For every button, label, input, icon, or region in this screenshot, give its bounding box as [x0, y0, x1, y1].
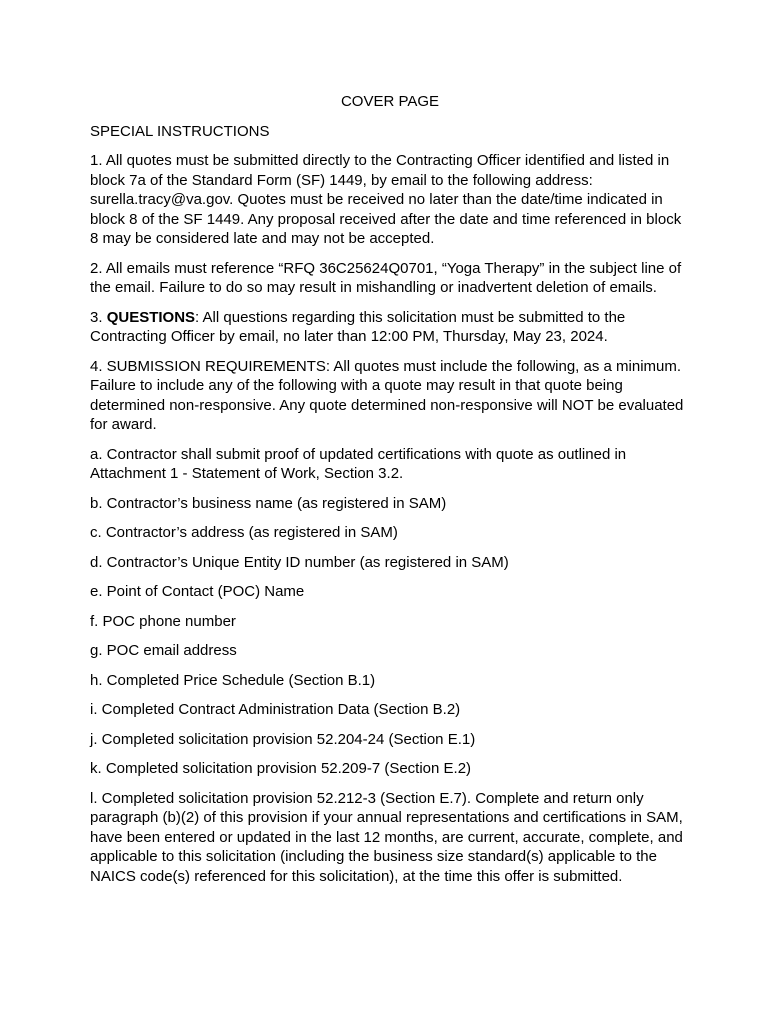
requirement-item-k: k. Completed solicitation provision 52.209-7 (Section E.2)	[90, 760, 472, 777]
requirement-item-h: h. Completed Price Schedule (Section B.1)	[90, 671, 376, 689]
instruction-paragraph-1: 1. All quotes must be submitted directly to the Contracting Officer identified and listed in block 7a of the Standard Form (SF) 1449, by email to the following address: surella.tracy@va.gov. Quotes must be received no later than the date/time indicated in block 8 of the SF 1449. Any proposal received after the date and time referenced in block 8 may be considered late and may not be accepted.	[90, 152, 682, 247]
instruction-paragraph-3	[90, 308, 690, 347]
requirement-item-l: l. Completed solicitation provision 52.212-3 (Section E.7). Complete and return only paragraph (b)(2) of this provision if your annual representations and certifications in SAM, have been entered or updated in the last 12 months, are current, accurate, complete, and applicable to this solicitation (including the business size standard(s) applicable to the NAICS code(s) referenced for this solicitation), at the time this offer is submitted.	[90, 789, 683, 885]
document-page	[90, 92, 690, 896]
requirement-item-j: j. Completed solicitation provision 52.204-24 (Section E.1)	[90, 730, 476, 748]
requirement-item-f: f. POC phone number	[90, 612, 236, 630]
requirement-item-d: d. Contractor’s Unique Entity ID number (as registered in SAM)	[90, 553, 509, 571]
requirement-item-e: e. Point of Contact (POC) Name	[90, 583, 305, 600]
requirement-item-c: c. Contractor’s address (as registered in SAM)	[90, 524, 398, 541]
requirement-item-b: b. Contractor’s business name (as registered in SAM)	[90, 494, 447, 512]
requirement-item-i: i. Completed Contract Administration Data (Section B.2)	[90, 701, 461, 718]
instruction-paragraph-2: 2. All emails must reference “RFQ 36C25624Q0701, “Yoga Therapy” in the subject line of the email. Failure to do so may result in mishandling or inadvertent deletion of emails.	[90, 259, 682, 296]
paragraph-prefix: 3.	[90, 308, 107, 326]
requirement-item-g: g. POC email address	[90, 642, 237, 659]
section-heading: SPECIAL INSTRUCTIONS	[90, 122, 270, 140]
page-title: COVER PAGE	[340, 93, 440, 110]
requirement-item-a: a. Contractor shall submit proof of updated certifications with quote as outlined in Attachment 1 - Statement of Work, Section 3.2.	[90, 445, 627, 482]
questions-label: QUESTIONS	[106, 308, 196, 326]
paragraph-body: : All questions regarding this solicitation must be submitted to the Contracting Officer by email, no later than 12:00 PM, Thursday, May 23, 2024.	[90, 308, 626, 345]
instruction-paragraph-4: 4. SUBMISSION REQUIREMENTS: All quotes must include the following, as a minimum. Failure to include any of the following with a quote may result in that quote being determined non-responsive. Any quote determined non-responsive will NOT be evaluated for award.	[90, 357, 684, 433]
